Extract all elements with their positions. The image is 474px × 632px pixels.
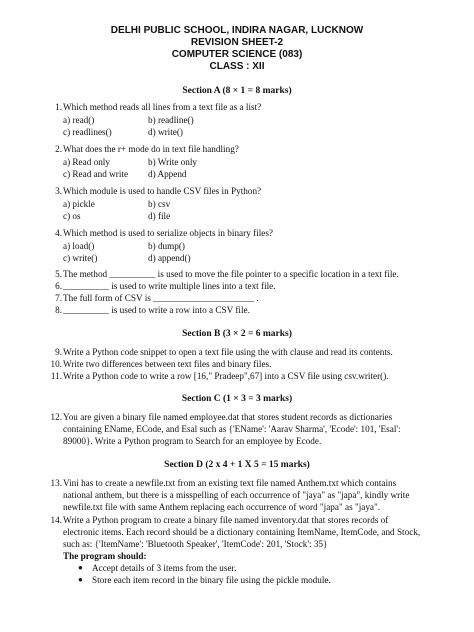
- section-d-title: Section D (2 x 4 + 1 X 5 = 15 marks): [164, 460, 310, 470]
- question-text-line: Vini has to create a newfile.txt from an existing text file named Anthem.txt which contains: [63, 478, 397, 488]
- subject-title: COMPUTER SCIENCE (083): [171, 49, 303, 60]
- option-d: d) write(): [148, 127, 183, 137]
- option-a: a) pickle: [63, 199, 95, 209]
- question-text-line: such as: {'ItemName': 'Bluetooth Speaker', 'ItemCode': 201, 'Stock': 35}: [63, 539, 328, 549]
- question-text-line: electronic items. Each record should be a dictionary containing ItemName, ItemCode, and Stock,: [63, 527, 421, 537]
- fill-in-blank-text: __________ is used to write a row into a CSV file.: [63, 305, 250, 315]
- option-c: c) write(): [63, 253, 98, 263]
- option-b: b) readline(): [148, 115, 194, 125]
- section-b-title: Section B (3 × 2 = 6 marks): [182, 329, 292, 339]
- question-text: Write two differences between text files and binary files.: [63, 359, 272, 369]
- option-c: c) readlines(): [63, 127, 112, 137]
- question-text-line: You are given a binary file named employee.dat that stores student records as dictionaries: [63, 412, 393, 422]
- question-number: 2.: [55, 144, 62, 154]
- question-text: Write a Python code snippet to open a text file using the with clause and read its contents.: [63, 347, 393, 357]
- question-number: 10.: [50, 359, 62, 369]
- section-a-title: Section A (8 × 1 = 8 marks): [182, 86, 292, 96]
- question-number: 11.: [50, 371, 62, 381]
- fill-in-blank-text: The full form of CSV is ______________________ .: [63, 293, 259, 303]
- question-number: 12.: [50, 412, 62, 422]
- option-b: b) dump(): [148, 241, 185, 251]
- question-text: Write a Python code to write a row [16," Pradeep",67] into a CSV file using csv.writer().: [63, 371, 389, 381]
- option-a: a) load(): [63, 241, 95, 251]
- option-d: d) Append: [148, 169, 187, 179]
- bullet-item: Store each item record in the binary file using the pickle module.: [92, 575, 331, 585]
- school-name: DELHI PUBLIC SCHOOL, INDIRA NAGAR, LUCKNOW: [110, 25, 364, 36]
- question-number: 6.: [55, 281, 62, 291]
- option-b: b) csv: [148, 199, 171, 209]
- option-c: c) os: [63, 211, 81, 221]
- question-number: 4.: [55, 228, 62, 238]
- question-text-line: Write a Python program to create a binary file named inventory.dat that stores records of: [63, 515, 389, 525]
- option-d: d) append(): [148, 253, 191, 263]
- option-b: b) Write only: [148, 157, 197, 167]
- program-should-heading: The program should:: [63, 551, 147, 561]
- question-text: Which method reads all lines from a text file as a list?: [63, 102, 262, 112]
- fill-in-blank-text: __________ is used to write multiple lines into a text file.: [63, 281, 276, 291]
- question-text: Which module is used to handle CSV files in Python?: [63, 186, 262, 196]
- question-number: 1.: [55, 102, 62, 112]
- question-number: 13.: [50, 478, 62, 488]
- question-number: 5.: [55, 269, 62, 279]
- option-a: a) read(): [63, 115, 95, 125]
- fill-in-blank-text: The method __________ is used to move the file pointer to a specific location in a text file.: [63, 269, 399, 279]
- question-text-line: national anthem, but there is a misspelling of each occurrence of "jaya" as "japa", kindly write: [63, 490, 410, 500]
- bullet-icon: ●: [78, 563, 83, 572]
- question-number: 14.: [50, 515, 62, 525]
- question-text: What does the r+ mode do in text file handling?: [63, 144, 239, 154]
- class-title: CLASS : XII: [209, 61, 265, 72]
- question-number: 3.: [55, 186, 62, 196]
- question-text: Which method is used to serialize objects in binary files?: [63, 228, 273, 238]
- question-number: 7.: [55, 293, 62, 303]
- question-text-line: 89000}. Write a Python program to Search for an employee by Ecode.: [63, 436, 322, 446]
- question-number: 9.: [55, 347, 62, 357]
- option-d: d) file: [148, 211, 171, 221]
- question-text-line: newfile.txt file with same Anthem replacing each occurrence of word "japa" as "jaya".: [63, 502, 381, 512]
- section-c-title: Section C (1 × 3 = 3 marks): [181, 394, 293, 404]
- option-c: c) Read and write: [63, 169, 129, 179]
- sheet-title: REVISION SHEET-2: [190, 37, 284, 48]
- bullet-icon: ●: [78, 575, 83, 584]
- question-number: 8.: [55, 305, 62, 315]
- option-a: a) Read only: [63, 157, 110, 167]
- question-text-line: containing EName, ECode, and Esal such as {'EName': 'Aarav Sharma', 'Ecode': 101, 'Esal':: [63, 424, 401, 434]
- bullet-item: Accept details of 3 items from the user.: [92, 563, 237, 573]
